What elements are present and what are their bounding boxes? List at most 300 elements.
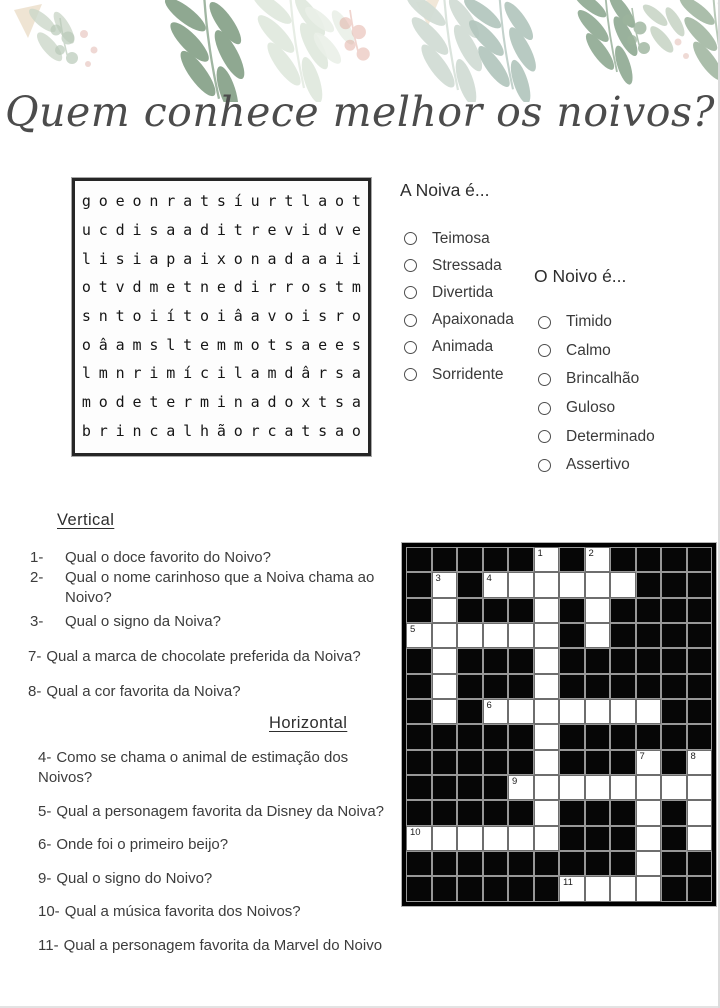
wordsearch-letter: i <box>250 278 260 297</box>
vertical-clue <box>28 612 384 632</box>
clue-text: Como se chama o animal de estimação dos Noivos? <box>38 749 349 786</box>
crossword-black-cell <box>661 826 687 851</box>
crossword-answer-cell[interactable] <box>661 775 687 800</box>
wordsearch-letter: n <box>233 393 243 412</box>
wordsearch-letter: s <box>81 307 91 326</box>
wordsearch-letter: a <box>351 393 361 412</box>
wordsearch-letter: t <box>318 393 328 412</box>
wordsearch-row <box>78 216 365 245</box>
wordsearch-letter: d <box>115 221 125 239</box>
crossword-answer-cell[interactable] <box>636 876 662 901</box>
wordsearch-letter: n <box>149 192 159 211</box>
wordsearch-letter: m <box>149 278 159 297</box>
crossword-black-cell <box>610 623 636 648</box>
crossword-answer-cell[interactable] <box>483 699 509 724</box>
wordsearch-letter: í <box>233 192 243 211</box>
crossword-answer-cell[interactable] <box>534 572 560 597</box>
option-label: Timido <box>566 313 612 331</box>
clue-text: Qual o doce favorito do Noivo? <box>65 549 271 566</box>
crossword-answer-cell[interactable] <box>534 598 560 623</box>
clue-text: Qual a música favorita dos Noivos? <box>64 903 301 920</box>
crossword-answer-cell[interactable] <box>636 775 662 800</box>
crossword-black-cell <box>661 598 687 623</box>
option-circle[interactable] <box>538 402 551 415</box>
crossword-answer-cell[interactable] <box>585 623 611 648</box>
vertical-clues <box>28 548 384 702</box>
wordsearch-letter: d <box>233 278 243 297</box>
crossword-answer-cell[interactable] <box>559 876 585 901</box>
option-circle[interactable] <box>538 344 551 357</box>
crossword-answer-cell[interactable] <box>483 572 509 597</box>
crossword-answer-cell[interactable] <box>432 572 458 597</box>
clue-text: Qual a personagem favorita da Disney da Noiva? <box>56 802 385 820</box>
vertical-clue <box>28 568 384 608</box>
crossword-black-cell <box>687 648 713 673</box>
wordsearch-letter: í <box>183 364 193 383</box>
wordsearch-row <box>78 244 365 273</box>
crossword-clue-number: 6 <box>486 700 492 712</box>
bride-option <box>398 252 514 279</box>
wordsearch-letter: o <box>132 192 142 211</box>
wordsearch-letter: a <box>250 307 260 326</box>
horizontal-clue <box>38 802 392 822</box>
wordsearch-row <box>78 359 365 388</box>
option-circle[interactable] <box>404 341 417 354</box>
wordsearch-letter: s <box>216 192 226 211</box>
groom-checklist <box>532 266 655 480</box>
crossword-black-cell <box>661 623 687 648</box>
clue-text: Qual a personagem favorita da Marvel do Noivo <box>63 936 383 954</box>
crossword-answer-cell[interactable] <box>457 623 483 648</box>
crossword-black-cell <box>610 826 636 851</box>
crossword-black-cell <box>508 598 534 623</box>
wordsearch-letter: d <box>132 278 142 297</box>
crossword-answer-cell[interactable] <box>687 775 713 800</box>
option-label: Animada <box>432 338 494 356</box>
groom-heading: O Noivo é... <box>534 266 627 286</box>
wordsearch-letter: t <box>183 278 193 297</box>
crossword-answer-cell[interactable] <box>636 826 662 851</box>
wordsearch-letter: n <box>115 364 125 383</box>
option-label: Determinado <box>566 427 655 445</box>
option-label: Apaixonada <box>432 311 514 329</box>
wordsearch-letter: l <box>301 192 311 211</box>
wordsearch-letter: o <box>284 393 294 412</box>
wordsearch-letter: o <box>335 192 345 211</box>
wordsearch-letter: u <box>250 192 260 211</box>
crossword-black-cell <box>457 648 483 673</box>
crossword-answer-cell[interactable] <box>483 826 509 851</box>
crossword-clue-number: 4 <box>486 573 492 585</box>
wordsearch-letter: â <box>301 364 311 383</box>
wordsearch-letter: a <box>149 249 159 268</box>
crossword-black-cell <box>483 775 509 800</box>
wordsearch-letter: g <box>81 192 91 211</box>
crossword-black-cell <box>406 674 432 699</box>
wordsearch-letter: r <box>132 364 142 383</box>
wordsearch-letter: e <box>166 278 176 297</box>
crossword-answer-cell[interactable] <box>610 876 636 901</box>
crossword-black-cell <box>585 826 611 851</box>
option-circle[interactable] <box>404 286 417 299</box>
crossword-black-cell <box>661 648 687 673</box>
crossword-black-cell <box>687 699 713 724</box>
wordsearch-letter: s <box>115 249 125 268</box>
crossword-black-cell <box>483 648 509 673</box>
crossword-black-cell <box>483 800 509 825</box>
wordsearch-letter: a <box>183 221 193 239</box>
wordsearch-letter: ã <box>216 421 226 440</box>
option-circle[interactable] <box>404 368 417 381</box>
crossword-answer-cell[interactable] <box>534 674 560 699</box>
vertical-clue <box>28 548 384 568</box>
horizontal-heading: Horizontal <box>269 714 348 732</box>
crossword-black-cell <box>508 876 534 901</box>
crossword-black-cell <box>508 648 534 673</box>
wordsearch-letter: o <box>301 278 311 297</box>
wordsearch-letter: l <box>81 364 91 383</box>
wordsearch-letter: e <box>115 192 125 211</box>
wordsearch-letter: s <box>335 364 345 383</box>
crossword-answer-cell[interactable] <box>559 699 585 724</box>
crossword-black-cell <box>406 648 432 673</box>
groom-option <box>532 365 655 394</box>
wordsearch-letter: t <box>267 335 277 354</box>
crossword-answer-cell[interactable] <box>457 826 483 851</box>
wordsearch-letter: v <box>335 221 345 239</box>
horizontal-clue <box>38 835 392 855</box>
crossword-answer-cell[interactable] <box>508 826 534 851</box>
bride-checklist <box>398 180 514 388</box>
crossword-answer-cell[interactable] <box>687 800 713 825</box>
wordsearch-letter: n <box>250 249 260 268</box>
clue-number: 8- <box>28 683 42 700</box>
pink-berries-icon <box>80 30 98 67</box>
crossword-answer-cell[interactable] <box>432 826 458 851</box>
crossword-black-cell <box>457 598 483 623</box>
wordsearch-letter: t <box>284 192 294 211</box>
crossword-black-cell <box>406 547 432 572</box>
wordsearch-letter: a <box>301 249 311 268</box>
option-circle[interactable] <box>404 259 417 272</box>
crossword-answer-cell[interactable] <box>636 699 662 724</box>
option-circle[interactable] <box>404 232 417 245</box>
wordsearch-letter: v <box>267 307 277 326</box>
crossword-black-cell <box>457 750 483 775</box>
crossword-answer-cell[interactable] <box>636 851 662 876</box>
wordsearch-letter: d <box>200 221 210 239</box>
crossword-black-cell <box>432 876 458 901</box>
crossword-black-cell <box>687 547 713 572</box>
clue-number: 5- <box>38 802 52 820</box>
crossword-answer-cell[interactable] <box>687 826 713 851</box>
crossword-answer-cell[interactable] <box>432 623 458 648</box>
crossword-black-cell <box>610 800 636 825</box>
wordsearch-letter: i <box>149 307 159 326</box>
horizontal-clue <box>38 869 392 889</box>
option-label: Sorridente <box>432 365 504 383</box>
wordsearch-letter: s <box>318 278 328 297</box>
wordsearch-letter: i <box>216 364 226 383</box>
crossword-black-cell <box>636 674 662 699</box>
bride-options <box>398 225 514 388</box>
crossword-black-cell <box>636 572 662 597</box>
crossword-answer-cell[interactable] <box>585 598 611 623</box>
crossword-black-cell <box>508 547 534 572</box>
crossword-answer-cell[interactable] <box>483 623 509 648</box>
crossword-answer-cell[interactable] <box>687 750 713 775</box>
horizontal-clue <box>38 902 392 922</box>
wordsearch-letter: a <box>166 221 176 239</box>
crossword-black-cell <box>661 851 687 876</box>
crossword-black-cell <box>610 547 636 572</box>
wordsearch-letter: i <box>216 221 226 239</box>
crossword-answer-cell[interactable] <box>585 547 611 572</box>
crossword-answer-cell[interactable] <box>508 623 534 648</box>
wordsearch-letter: s <box>284 335 294 354</box>
crossword-answer-cell[interactable] <box>610 775 636 800</box>
crossword-black-cell <box>661 750 687 775</box>
crossword-answer-cell[interactable] <box>585 572 611 597</box>
wordsearch-letter: s <box>318 307 328 326</box>
wordsearch-letter: e <box>166 393 176 412</box>
crossword-black-cell <box>585 674 611 699</box>
groom-options <box>532 308 655 480</box>
wordsearch-letter: l <box>233 364 243 383</box>
clue-text: Qual a cor favorita da Noiva? <box>46 683 241 700</box>
crossword-answer-cell[interactable] <box>432 699 458 724</box>
wordsearch-letter: t <box>335 278 345 297</box>
crossword-answer-cell[interactable] <box>636 800 662 825</box>
wordsearch-letter: a <box>284 421 294 440</box>
wordsearch-letter: s <box>149 335 159 354</box>
wordsearch-letter: v <box>284 221 294 239</box>
crossword-black-cell <box>457 876 483 901</box>
wordsearch-letter: s <box>351 335 361 354</box>
floral-border <box>0 0 720 102</box>
crossword-clue-number: 9 <box>512 776 518 788</box>
crossword-black-cell <box>406 699 432 724</box>
wordsearch-letter: o <box>233 249 243 268</box>
crossword-black-cell <box>457 674 483 699</box>
crossword-black-cell <box>457 572 483 597</box>
crossword-black-cell <box>610 674 636 699</box>
wordsearch-letter: e <box>335 335 345 354</box>
crossword-answer-cell[interactable] <box>432 674 458 699</box>
crossword-clue-number: 2 <box>588 548 594 559</box>
crossword-black-cell <box>508 851 534 876</box>
wordsearch-letter: r <box>318 364 328 383</box>
wordsearch-row <box>78 187 365 216</box>
eucalyptus-branch-icon <box>161 0 250 102</box>
crossword-black-cell <box>432 547 458 572</box>
crossword-black-cell <box>559 724 585 749</box>
crossword-black-cell <box>687 598 713 623</box>
crossword-answer-cell[interactable] <box>534 547 560 572</box>
crossword-answer-cell[interactable] <box>534 724 560 749</box>
vertical-clue <box>28 647 384 667</box>
wordsearch-letter: m <box>200 393 210 412</box>
crossword-black-cell <box>585 800 611 825</box>
wordsearch-letter: o <box>284 307 294 326</box>
wordsearch-letter: x <box>301 393 311 412</box>
horizontal-clue <box>38 748 392 788</box>
wordsearch-letter: i <box>216 393 226 412</box>
wordsearch-letter: i <box>115 421 125 440</box>
option-label: Teimosa <box>432 229 490 247</box>
crossword-black-cell <box>585 750 611 775</box>
crossword-black-cell <box>432 851 458 876</box>
crossword-black-cell <box>610 750 636 775</box>
crossword-black-cell <box>406 800 432 825</box>
wordsearch-letter: c <box>200 364 210 383</box>
crossword-black-cell <box>585 648 611 673</box>
bride-option <box>398 307 514 334</box>
clue-text: Onde foi o primeiro beijo? <box>56 836 229 853</box>
wordsearch-letter: t <box>200 192 210 211</box>
crossword-black-cell <box>636 598 662 623</box>
wordsearch-letter: a <box>318 249 328 268</box>
crossword-black-cell <box>636 623 662 648</box>
wordsearch-letter: a <box>166 421 176 440</box>
groom-option <box>532 451 655 480</box>
clue-text: Qual o signo da Noiva? <box>65 613 221 630</box>
option-circle[interactable] <box>404 314 417 327</box>
crossword-black-cell <box>432 750 458 775</box>
crossword-black-cell <box>457 699 483 724</box>
wordsearch-letter: m <box>233 335 243 354</box>
crossword-answer-cell[interactable] <box>559 775 585 800</box>
crossword-answer-cell[interactable] <box>534 800 560 825</box>
crossword-black-cell <box>610 851 636 876</box>
crossword-answer-cell[interactable] <box>534 775 560 800</box>
crossword-black-cell <box>687 572 713 597</box>
crossword-black-cell <box>559 598 585 623</box>
wordsearch-letter: l <box>166 335 176 354</box>
wordsearch-letter: c <box>149 421 159 440</box>
wordsearch-letter: e <box>267 221 277 239</box>
crossword-answer-cell[interactable] <box>585 876 611 901</box>
crossword-clue-number: 8 <box>690 750 696 762</box>
option-circle[interactable] <box>538 373 551 386</box>
crossword-black-cell <box>406 724 432 749</box>
wordsearch-letter: h <box>200 421 210 440</box>
wordsearch-letter: r <box>183 393 193 412</box>
clue-number: 3- <box>30 613 44 630</box>
wordsearch-letter: r <box>250 221 260 239</box>
wordsearch-letter: t <box>98 278 108 297</box>
wordsearch-letter: t <box>233 221 243 239</box>
crossword-black-cell <box>457 775 483 800</box>
clue-text: Qual a marca de chocolate preferida da Noiva? <box>46 648 361 665</box>
wordsearch-letter: v <box>115 278 125 297</box>
crossword-answer-cell[interactable] <box>432 648 458 673</box>
groom-option <box>532 394 655 423</box>
option-circle[interactable] <box>538 459 551 472</box>
crossword-answer-cell[interactable] <box>534 826 560 851</box>
crossword-answer-cell[interactable] <box>585 775 611 800</box>
option-label: Assertivo <box>566 456 630 474</box>
bride-option <box>398 334 514 361</box>
crossword-answer-cell[interactable] <box>508 699 534 724</box>
crossword-answer-cell[interactable] <box>534 648 560 673</box>
wordsearch-grid <box>72 178 371 456</box>
wordsearch-letter: m <box>351 278 361 297</box>
crossword-black-cell <box>559 623 585 648</box>
option-label: Calmo <box>566 341 611 359</box>
bride-option <box>398 279 514 306</box>
wordsearch-letter: c <box>98 221 108 239</box>
crossword-answer-cell[interactable] <box>636 750 662 775</box>
wordsearch-letter: r <box>335 307 345 326</box>
crossword-black-cell <box>457 851 483 876</box>
crossword-black-cell <box>661 674 687 699</box>
bride-option <box>398 225 514 252</box>
pink-berries-icon <box>675 39 690 60</box>
crossword-answer-cell[interactable] <box>508 775 534 800</box>
crossword-black-cell <box>406 598 432 623</box>
crossword-answer-cell[interactable] <box>406 623 432 648</box>
clue-text: Qual o nome carinhoso que a Noiva chama ao Noivo? <box>65 569 375 606</box>
wordsearch-letter: p <box>166 249 176 268</box>
crossword-black-cell <box>483 876 509 901</box>
option-circle[interactable] <box>538 316 551 329</box>
crossword-answer-cell[interactable] <box>508 572 534 597</box>
wordsearch-letter: â <box>98 335 108 354</box>
wordsearch-letter: e <box>318 335 328 354</box>
crossword-answer-cell[interactable] <box>610 699 636 724</box>
crossword-black-cell <box>661 547 687 572</box>
wordsearch-letter: e <box>132 393 142 412</box>
crossword-answer-cell[interactable] <box>585 699 611 724</box>
wordsearch-letter: í <box>166 307 176 326</box>
wordsearch-letter: s <box>149 221 159 239</box>
groom-option <box>532 422 655 451</box>
wordsearch-letter: l <box>81 249 91 268</box>
crossword-answer-cell[interactable] <box>534 750 560 775</box>
wordsearch-letter: n <box>132 421 142 440</box>
crossword-answer-cell[interactable] <box>534 699 560 724</box>
wordsearch-letter: a <box>267 249 277 268</box>
wordsearch-letter: o <box>200 307 210 326</box>
option-circle[interactable] <box>538 430 551 443</box>
wordsearch-letter: n <box>200 278 210 297</box>
crossword-answer-cell[interactable] <box>406 826 432 851</box>
wordsearch-letter: a <box>183 249 193 268</box>
wordsearch-row <box>78 302 365 331</box>
option-label: Brincalhão <box>566 370 640 388</box>
crossword-black-cell <box>483 851 509 876</box>
wordsearch-letter: a <box>250 393 260 412</box>
vertical-heading: Vertical <box>57 511 115 529</box>
wordsearch-letter: t <box>183 307 193 326</box>
wordsearch-letter: m <box>132 335 142 354</box>
groom-option <box>532 308 655 337</box>
wordsearch-letter: t <box>183 335 193 354</box>
wordsearch-letter: m <box>166 364 176 383</box>
crossword-answer-cell[interactable] <box>432 598 458 623</box>
wordsearch-letter: r <box>98 421 108 440</box>
crossword-black-cell <box>406 775 432 800</box>
crossword-answer-cell[interactable] <box>559 572 585 597</box>
crossword-answer-cell[interactable] <box>534 623 560 648</box>
option-label: Stressada <box>432 256 502 274</box>
wordsearch-letter: d <box>267 393 277 412</box>
clue-text: Qual o signo do Noivo? <box>56 869 213 887</box>
crossword-answer-cell[interactable] <box>610 572 636 597</box>
wordsearch-letter: i <box>301 221 311 239</box>
crossword-black-cell <box>508 674 534 699</box>
